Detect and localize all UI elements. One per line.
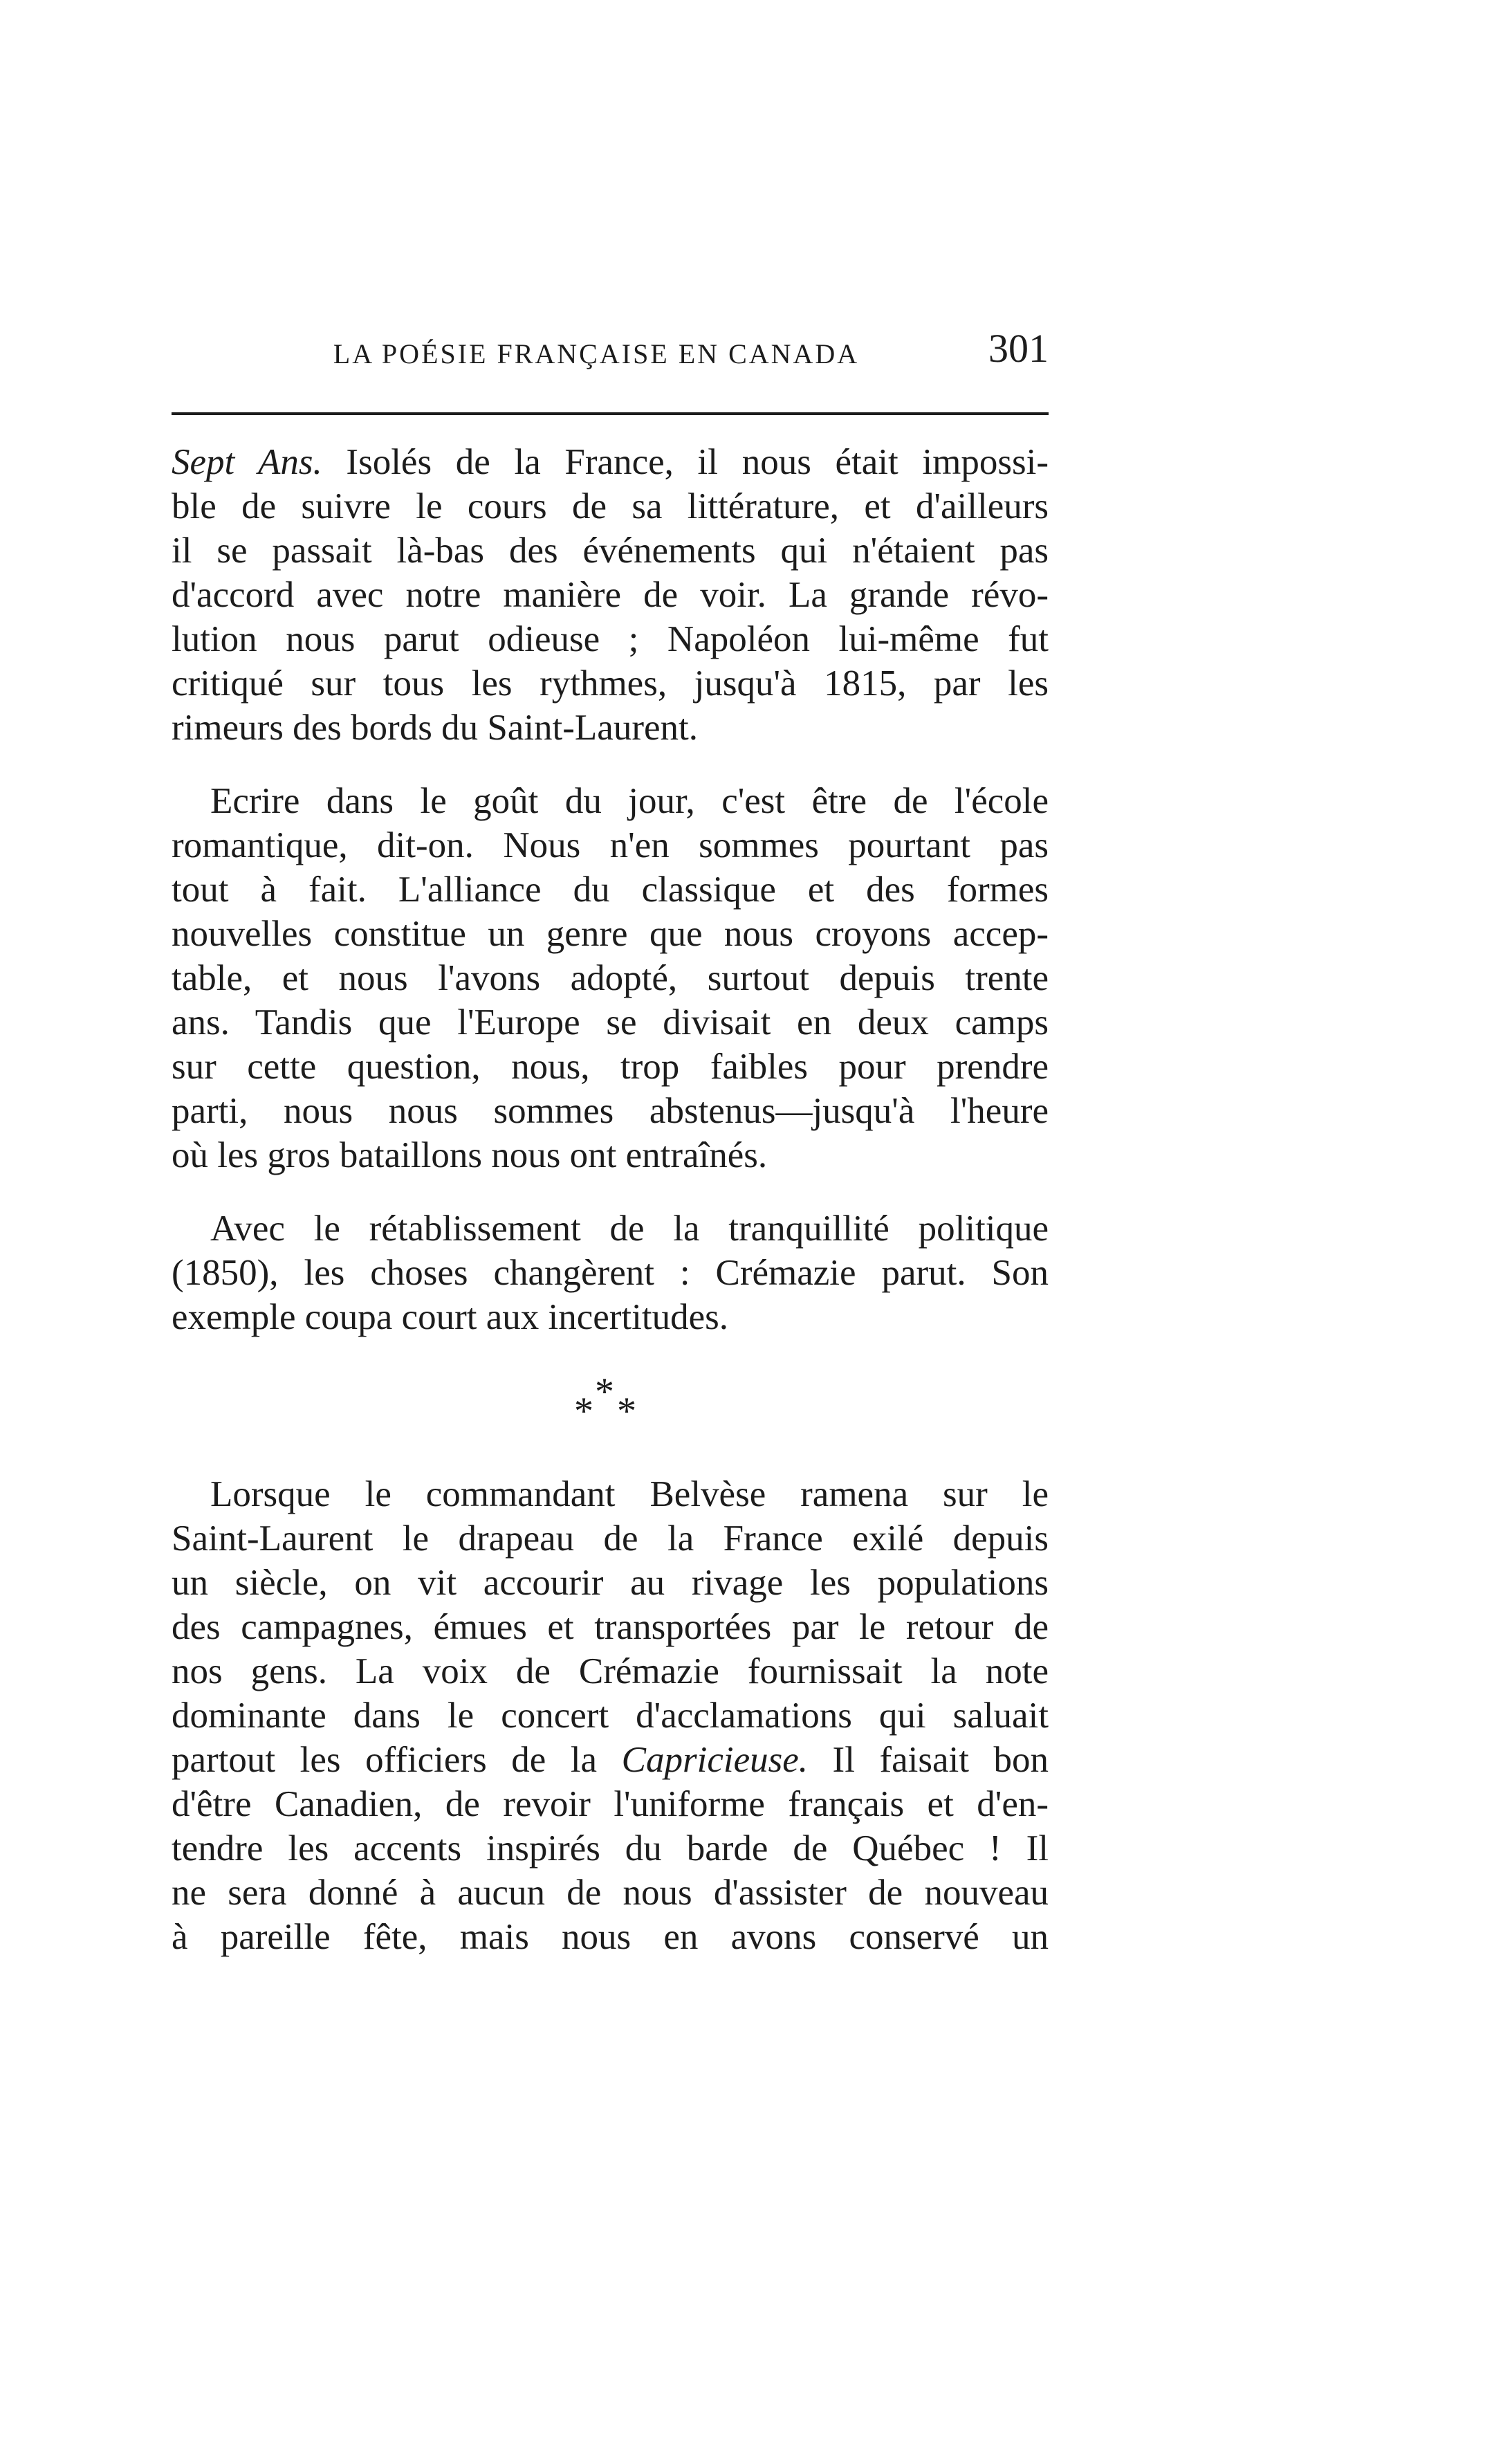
text-line: romantique, dit-on. Nous n'en sommes pourtant pas <box>172 825 1049 865</box>
text-line: nos gens. La voix de Crémazie fournissait la note <box>172 1651 1049 1691</box>
asterism-star: * <box>617 1390 636 1433</box>
text-line: Ecrire dans le goût du jour, c'est être de l'école <box>210 781 1049 821</box>
header-rule <box>172 412 1049 415</box>
text-line: critiqué sur tous les rythmes, jusqu'à 1815, par les <box>172 663 1049 704</box>
line-text: Il faisait bon <box>808 1740 1049 1780</box>
text-line: où les gros bataillons nous ont entraînés. <box>172 1135 768 1175</box>
text-line: des campagnes, émues et transportées par le retour de <box>172 1607 1049 1647</box>
page-number: 301 <box>988 326 1049 371</box>
text-line: exemple coupa court aux incertitudes. <box>172 1297 728 1337</box>
line-text: partout les officiers de la <box>172 1740 622 1780</box>
page-header <box>172 325 1049 387</box>
paragraph-1 <box>172 440 1049 750</box>
text-line: tout à fait. L'alliance du classique et des formes <box>172 870 1049 910</box>
text-line: il se passait là-bas des événements qui n'étaient pas <box>172 531 1049 571</box>
text-line: table, et nous l'avons adopté, surtout depuis trente <box>172 958 1049 998</box>
text-line: (1850), les choses changèrent : Crémazie parut. Son <box>172 1253 1049 1293</box>
text-line: Lorsque le commandant Belvèse ramena sur le <box>210 1474 1049 1514</box>
asterism-star: * <box>574 1390 593 1433</box>
paragraph-2 <box>172 779 1049 1177</box>
text-line: Avec le rétablissement de la tranquillité politique <box>210 1209 1049 1249</box>
text-line: sur cette question, nous, trop faibles pour prendre <box>172 1047 1049 1087</box>
ship-name: Capricieuse. <box>621 1740 808 1780</box>
text-line: ans. Tandis que l'Europe se divisait en deux camps <box>172 1002 1049 1043</box>
text-line: tendre les accents inspirés du barde de Québec ! Il <box>172 1828 1049 1869</box>
paragraph-4 <box>172 1472 1049 1959</box>
text-line: Saint-Laurent le drapeau de la France exilé depuis <box>172 1518 1049 1559</box>
text-line: rimeurs des bords du Saint-Laurent. <box>172 708 698 748</box>
text-line: dominante dans le concert d'acclamations qui saluait <box>172 1696 1049 1736</box>
text-line: un siècle, on vit accourir au rivage les populations <box>172 1563 1049 1603</box>
text-line <box>172 440 1049 484</box>
italic-title: Sept Ans. <box>172 442 322 482</box>
running-title: LA POÉSIE FRANÇAISE EN CANADA <box>333 338 860 369</box>
text-line: d'être Canadien, de revoir l'uniforme français et d'en- <box>172 1784 1049 1824</box>
body-text <box>172 440 1049 1988</box>
text-line: ble de suivre le cours de sa littérature, et d'ailleurs <box>172 486 1049 526</box>
line-text: Isolés de la France, il nous était impossi- <box>322 442 1049 482</box>
text-line: ne sera donné à aucun de nous d'assister de nouveau <box>172 1873 1049 1913</box>
text-line: nouvelles constitue un genre que nous croyons accep- <box>172 914 1049 954</box>
text-line: lution nous parut odieuse ; Napoléon lui-même fut <box>172 619 1049 659</box>
text-line <box>172 1738 1049 1782</box>
asterism-divider <box>172 1368 1049 1451</box>
paragraph-3 <box>172 1206 1049 1339</box>
text-line: d'accord avec notre manière de voir. La grande révo- <box>172 575 1049 615</box>
text-line: parti, nous nous sommes abstenus—jusqu'à l'heure <box>172 1091 1049 1131</box>
asterism-star: * <box>595 1370 614 1413</box>
text-line: à pareille fête, mais nous en avons conservé un <box>172 1917 1049 1957</box>
